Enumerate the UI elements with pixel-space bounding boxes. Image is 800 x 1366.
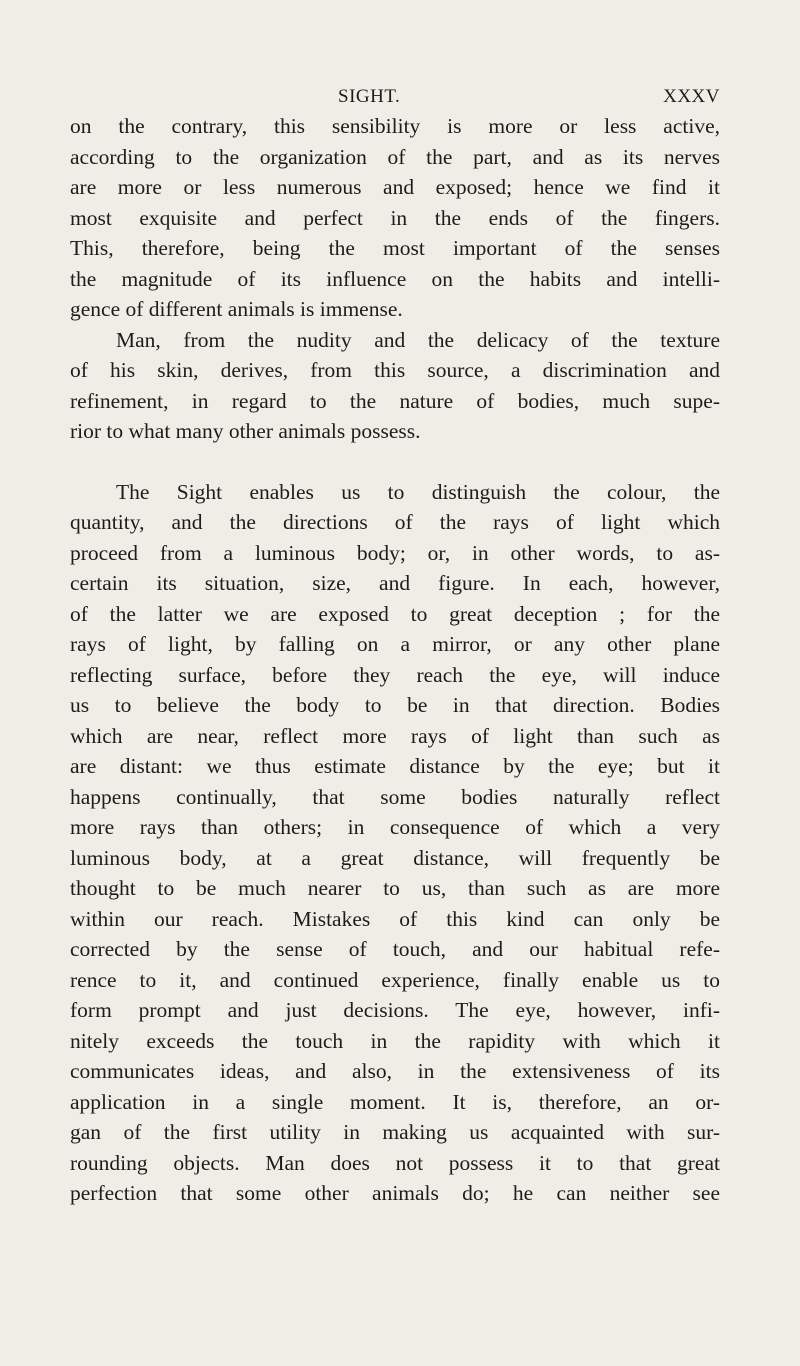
text-line: are distant: we thus estimate distance by the eye; but it [70, 754, 720, 778]
text-line: gan of the first utility in making us acquainted with sur- [70, 1120, 720, 1144]
running-title: SIGHT. [338, 86, 401, 107]
text-line: of the latter we are exposed to great deception ; for the [70, 601, 720, 626]
text-line: thought to be much nearer to us, than such as are more [70, 876, 720, 900]
page-number: XXXV [663, 86, 720, 107]
text-line: of his skin, derives, from this source, a discrimination and [70, 358, 720, 382]
text-line: are more or less numerous and exposed; hence we find it [70, 175, 720, 199]
text-line: Man, from the nudity and the delicacy of the texture [116, 327, 720, 352]
text-line: rior to what many other animals possess. [70, 419, 421, 443]
paragraph-gap [70, 447, 720, 477]
paragraph [70, 477, 720, 1209]
text-line: This, therefore, being the most important of the senses [70, 236, 720, 260]
paragraph [70, 111, 720, 325]
text-line: most exquisite and perfect in the ends of the fingers. [70, 205, 720, 230]
text-line: refinement, in regard to the nature of bodies, much supe- [70, 388, 720, 413]
text-line: perfection that some other animals do; he can neither see [70, 1181, 720, 1205]
text-line: the magnitude of its influence on the habits and intelli- [70, 266, 720, 291]
text-line: happens continually, that some bodies naturally reflect [70, 784, 720, 809]
text-line: form prompt and just decisions. The eye, however, infi- [70, 998, 720, 1022]
text-line: according to the organization of the part, and as its nerves [70, 144, 720, 169]
text-line: communicates ideas, and also, in the extensiveness of its [70, 1059, 720, 1083]
text-line: within our reach. Mistakes of this kind can only be [70, 906, 720, 931]
text-line: on the contrary, this sensibility is more or less active, [70, 114, 720, 138]
text-line: proceed from a luminous body; or, in other words, to as- [70, 540, 720, 565]
body-text [70, 111, 720, 1209]
text-line: rence to it, and continued experience, finally enable us to [70, 967, 720, 992]
text-line: application in a single moment. It is, therefore, an or- [70, 1089, 720, 1114]
text-line: us to believe the body to be in that direction. Bodies [70, 693, 720, 717]
text-line: The Sight enables us to distinguish the colour, the [116, 479, 720, 504]
text-line: nitely exceeds the touch in the rapidity with which it [70, 1028, 720, 1053]
text-line: luminous body, at a great distance, will frequently be [70, 845, 720, 870]
text-line: certain its situation, size, and figure. In each, however, [70, 571, 720, 595]
text-line: reflecting surface, before they reach the eye, will induce [70, 662, 720, 687]
text-line: gence of different animals is immense. [70, 297, 403, 321]
text-line: which are near, reflect more rays of light than such as [70, 723, 720, 748]
text-line: rays of light, by falling on a mirror, or any other plane [70, 632, 720, 656]
text-line: rounding objects. Man does not possess it to that great [70, 1150, 720, 1175]
paragraph [70, 325, 720, 447]
text-line: more rays than others; in consequence of which a very [70, 815, 720, 839]
text-line: quantity, and the directions of the rays of light which [70, 510, 720, 534]
text-line: corrected by the sense of touch, and our habitual refe- [70, 937, 720, 961]
